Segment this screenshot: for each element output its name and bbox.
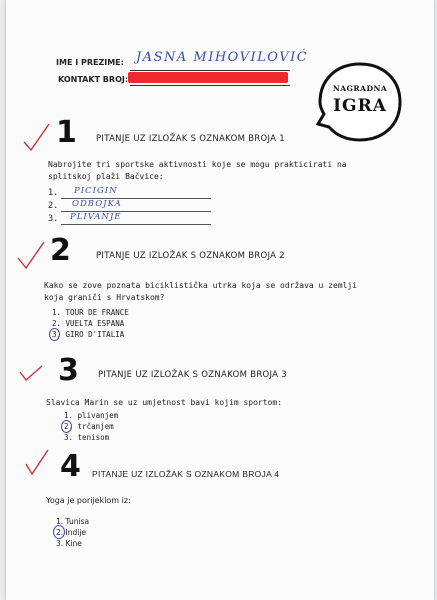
name-underline <box>130 70 290 71</box>
checkmark-icon <box>22 122 52 154</box>
selected-answer-circle <box>49 328 60 341</box>
question-2-text-line2: koja graniči s Hrvatskom? <box>44 293 165 302</box>
question-4-title: PITANJE UZ IZLOŽAK S OZNAKOM BROJA 4 <box>92 469 280 479</box>
question-4-option-1[interactable]: 1. Tunisa <box>56 517 90 526</box>
question-3-title: PITANJE UZ IZLOŽAK S OZNAKOM BROJA 3 <box>98 370 288 380</box>
checkmark-icon <box>18 362 44 384</box>
prize-game-badge <box>316 62 402 148</box>
question-4-option-2[interactable]: 2. Indije <box>56 528 87 537</box>
contact-redaction <box>128 72 288 83</box>
selected-answer-circle <box>53 525 65 539</box>
question-4-option-3[interactable]: 3. Kine <box>56 539 82 548</box>
question-2-title: PITANJE UZ IZLOŽAK S OZNAKOM BROJA 2 <box>96 251 286 261</box>
checkmark-icon <box>24 448 50 478</box>
name-label: IME I PREZIME: <box>56 58 124 67</box>
answer-1-handwritten[interactable]: PICIGIN <box>74 186 118 196</box>
answer-2-index: 2. <box>48 201 59 211</box>
question-2-text-line1: Kako se zove poznata biciklistička utrka koja se održava u zemlji <box>44 281 358 290</box>
question-1-number: 1 <box>56 115 77 150</box>
question-3-option-3[interactable]: 3. tenisom <box>64 433 110 442</box>
answer-3-index: 3. <box>48 214 59 224</box>
question-3-text: Slavica Marin se uz umjetnost bavi kojim sportom: <box>46 398 283 407</box>
question-3-option-2[interactable]: 2. trčanjem <box>64 422 114 431</box>
name-handwritten[interactable]: JASNA MIHOVILOVIĆ <box>136 50 309 65</box>
question-3-number: 3 <box>58 353 79 388</box>
question-4-number: 4 <box>60 449 81 484</box>
badge-line2: IGRA <box>333 96 387 116</box>
checkmark-icon <box>16 240 46 272</box>
contact-label: KONTAKT BROJ: <box>58 75 129 84</box>
answer-3-line <box>61 224 211 225</box>
answer-2-handwritten[interactable]: ODBOJKA <box>72 199 122 209</box>
question-4-text: Yoga je porijeklom iz: <box>46 496 131 505</box>
contact-underline <box>130 85 290 86</box>
question-1-title: PITANJE UZ IZLOŽAK S OZNAKOM BROJA 1 <box>96 134 286 144</box>
question-2-option-3[interactable]: 3. GIRO D'ITALIA <box>52 330 125 339</box>
question-2-number: 2 <box>50 233 71 268</box>
question-2-option-1[interactable]: 1. TOUR DE FRANCE <box>52 308 129 317</box>
question-3-option-1[interactable]: 1. plivanjem <box>64 411 119 420</box>
answer-1-index: 1. <box>48 188 59 198</box>
question-1-text-line1: Nabrojite tri sportske aktivnosti koje se mogu prakticirati na <box>48 160 347 169</box>
badge-line1: NAGRADNA <box>332 84 388 93</box>
answer-3-handwritten[interactable]: PLIVANJE <box>70 212 122 222</box>
selected-answer-circle <box>61 420 72 433</box>
quiz-sheet <box>6 0 434 600</box>
question-2-option-2[interactable]: 2. VUELTA ESPANA <box>52 319 125 328</box>
question-1-text-line2: splitskoj plaži Bačvice: <box>48 172 164 181</box>
